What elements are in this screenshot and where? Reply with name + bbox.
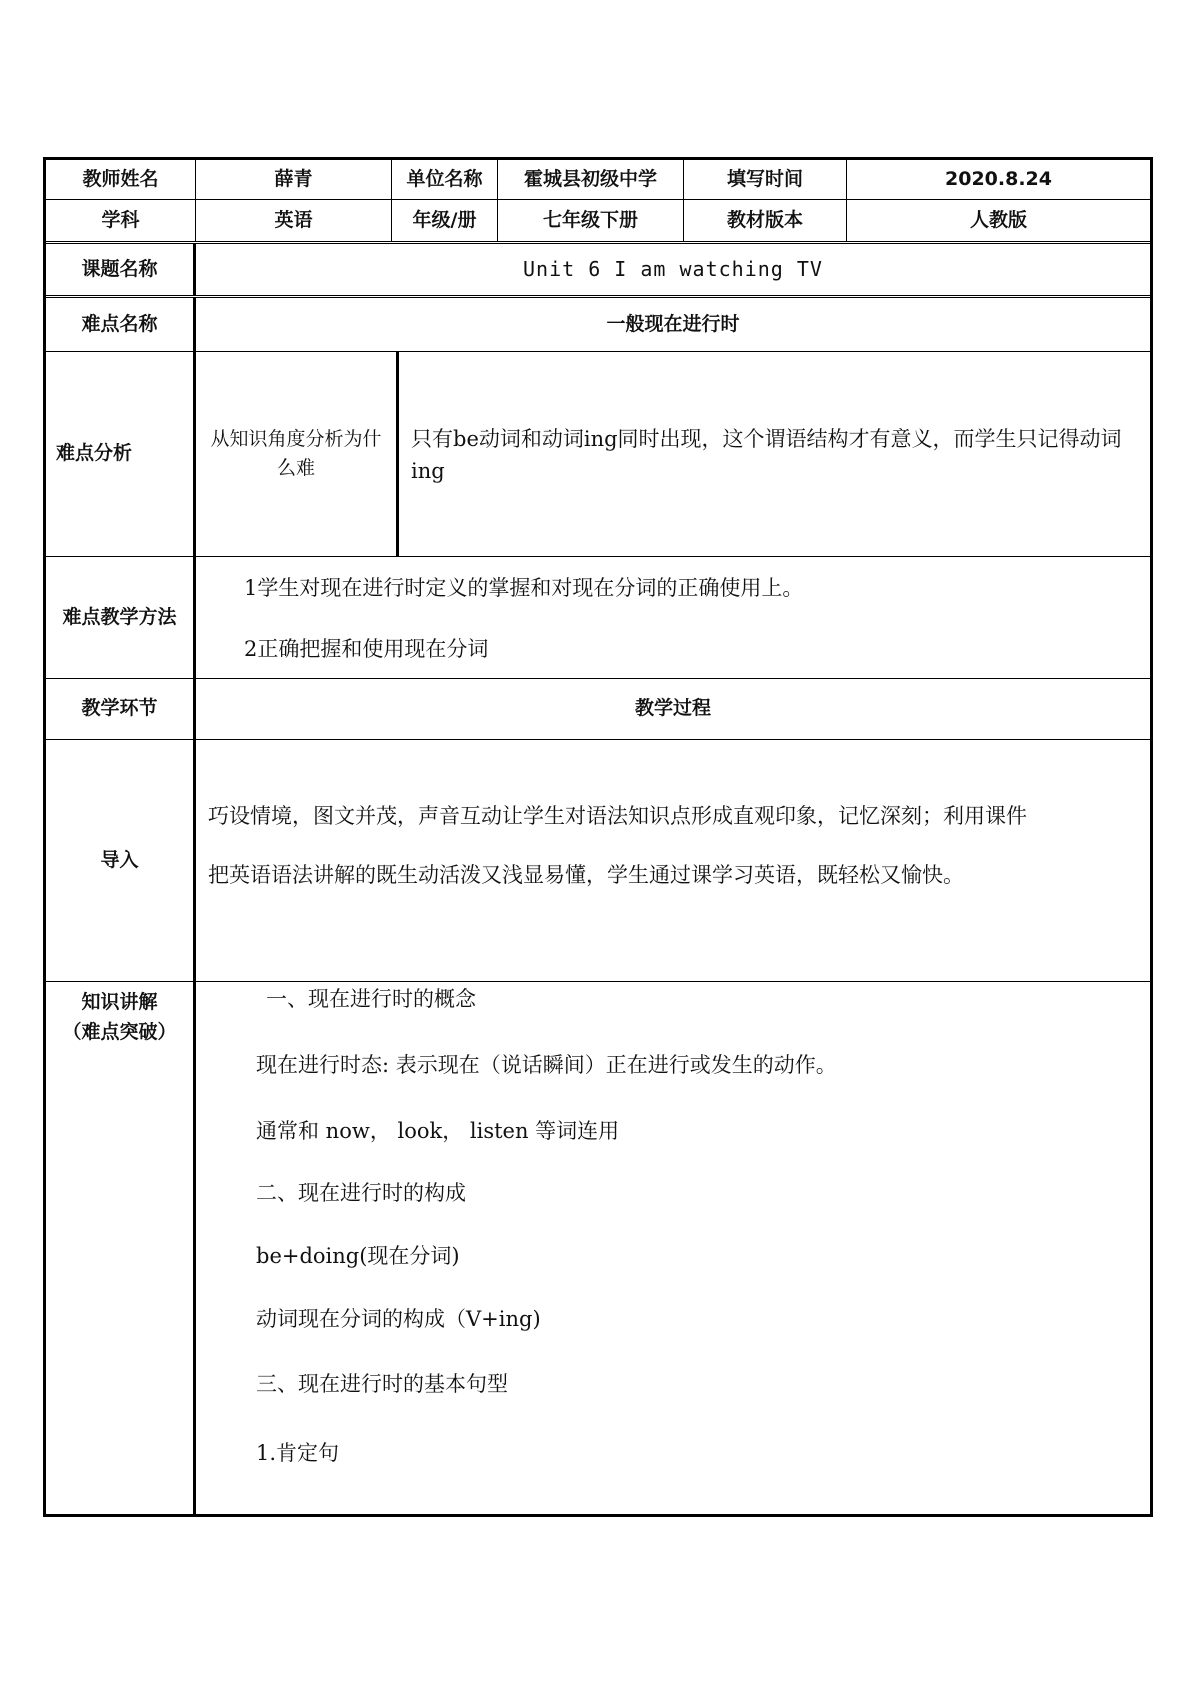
method-item-2: 2正确把握和使用现在分词 xyxy=(244,636,489,661)
knowledge-line-7: 三、现在进行时的基本句型 xyxy=(256,1372,508,1396)
grade-label: 年级/册 xyxy=(392,200,498,241)
process-step-label: 教学环节 xyxy=(46,679,196,739)
intro-label: 导入 xyxy=(46,740,196,981)
fill-date-label: 填写时间 xyxy=(684,160,847,199)
intro-paragraph-2: 把英语语法讲解的既生动活泼又浅显易懂，学生通过课学习英语，既轻松又愉快。 xyxy=(208,862,964,887)
difficulty-row xyxy=(46,298,1150,352)
method-row xyxy=(46,557,1150,679)
knowledge-label-line2: （难点突破） xyxy=(62,1021,177,1044)
header-row-1 xyxy=(46,160,1150,200)
knowledge-line-1: 一、现在进行时的概念 xyxy=(266,987,476,1011)
lesson-plan-table xyxy=(43,157,1153,1517)
unit-name-label: 单位名称 xyxy=(392,160,498,199)
topic-value: Unit 6 I am watching TV xyxy=(523,257,823,281)
knowledge-line-8: 1.肯定句 xyxy=(256,1441,340,1465)
method-item-1: 1学生对现在进行时定义的掌握和对现在分词的正确使用上。 xyxy=(244,576,804,600)
unit-name-value: 霍城县初级中学 xyxy=(498,160,684,199)
intro-paragraph-1: 巧设情境，图文并茂，声音互动让学生对语法知识点形成直观印象，记忆深刻；利用课件 xyxy=(208,804,1027,828)
intro-content xyxy=(196,740,1150,981)
knowledge-row xyxy=(46,982,1150,1514)
knowledge-label xyxy=(46,982,196,1514)
analysis-text: 只有be动词和动词ing同时出现，这个谓语结构才有意义，而学生只记得动词ing xyxy=(411,427,1122,483)
difficulty-label: 难点名称 xyxy=(46,298,196,351)
knowledge-line-5: be+doing(现在分词) xyxy=(256,1244,460,1268)
method-label: 难点教学方法 xyxy=(46,557,196,678)
analysis-sub-label: 从知识角度分析为什么难 xyxy=(196,352,399,556)
header-row-2 xyxy=(46,200,1150,244)
edition-label: 教材版本 xyxy=(684,200,847,241)
grade-value: 七年级下册 xyxy=(498,200,684,241)
method-content xyxy=(196,557,1150,678)
analysis-label: 难点分析 xyxy=(46,352,196,556)
topic-row xyxy=(46,244,1150,298)
difficulty-value: 一般现在进行时 xyxy=(606,312,740,335)
knowledge-line-6: 动词现在分词的构成（V+ing) xyxy=(256,1307,541,1331)
subject-value: 英语 xyxy=(196,200,392,241)
knowledge-line-4: 二、现在进行时的构成 xyxy=(256,1181,466,1205)
topic-label: 课题名称 xyxy=(46,244,196,295)
edition-value: 人教版 xyxy=(969,208,1027,231)
subject-label: 学科 xyxy=(46,200,196,241)
knowledge-line-3: 通常和 now， look， listen 等词连用 xyxy=(256,1119,620,1143)
teacher-name-label: 教师姓名 xyxy=(46,160,196,199)
process-header-row xyxy=(46,679,1150,740)
intro-row xyxy=(46,740,1150,982)
knowledge-label-line1: 知识讲解 xyxy=(81,991,158,1013)
lesson-plan-page xyxy=(43,157,1153,1517)
teacher-name-value: 薛青 xyxy=(196,160,392,199)
knowledge-line-2: 现在进行时态: 表示现在（说话瞬间）正在进行或发生的动作。 xyxy=(256,1053,837,1077)
fill-date-value: 2020.8.24 xyxy=(945,167,1052,190)
analysis-row xyxy=(46,352,1150,557)
knowledge-content xyxy=(196,982,1150,1514)
process-label: 教学过程 xyxy=(634,697,711,720)
